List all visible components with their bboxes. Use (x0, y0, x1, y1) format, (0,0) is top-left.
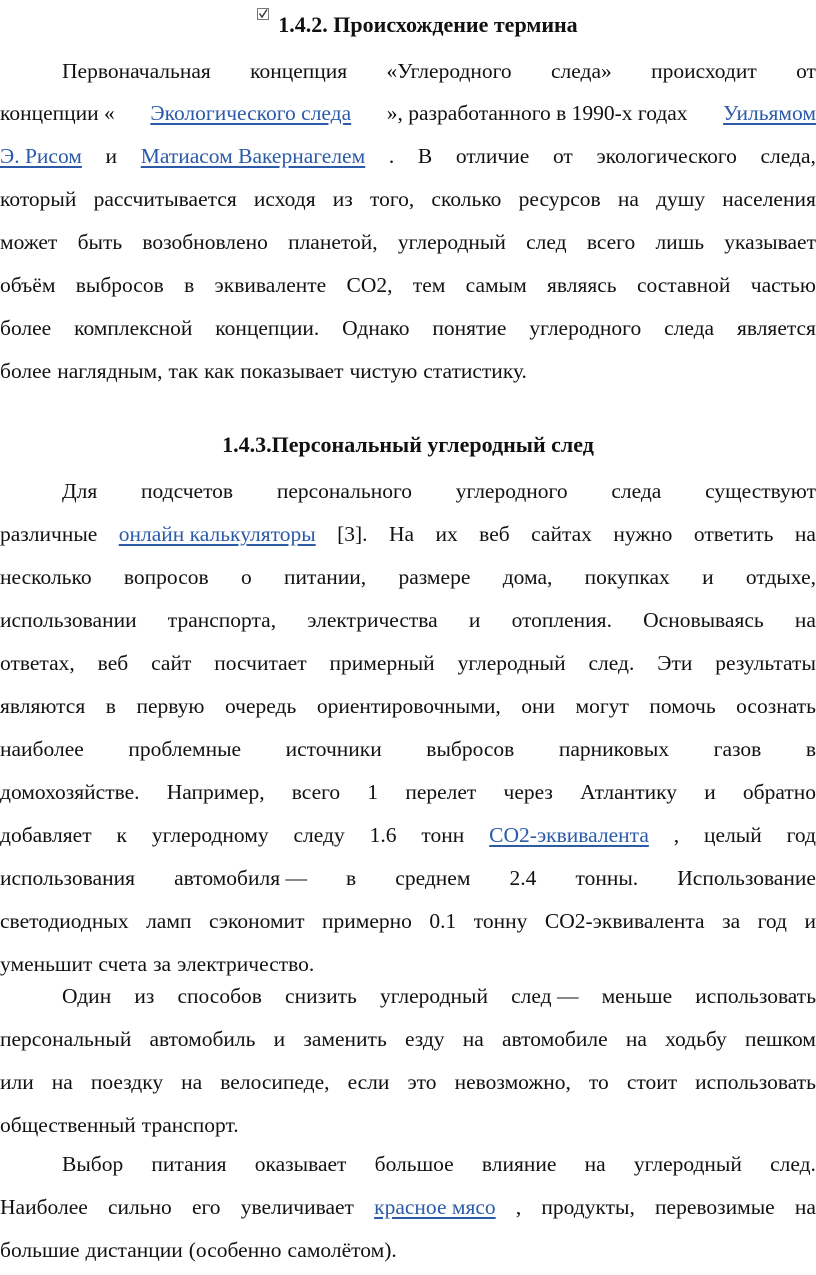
text-word: счета (98, 952, 148, 976)
text-word: Первоначальная (62, 59, 211, 83)
text-word: помочь (649, 694, 716, 718)
text-line (0, 1108, 816, 1142)
text-word: чистую (349, 359, 418, 383)
text-word: следу (293, 823, 345, 847)
text-word: большие (0, 1238, 80, 1262)
text-word: от (552, 144, 573, 168)
text-word: понятие (432, 316, 507, 340)
text-word: на (794, 608, 816, 632)
text-line (0, 603, 816, 637)
text-word: душу (656, 187, 706, 211)
text-word: Атлантику (580, 780, 677, 804)
text-word: в (184, 273, 195, 297)
text-word: транспорта, (167, 608, 277, 632)
text-word: они (521, 694, 555, 718)
text-word: CO2-эквивалента (544, 909, 705, 933)
text-word: отопления. (511, 608, 612, 632)
text-word: в (805, 737, 816, 761)
text-word: перелет (405, 780, 477, 804)
text-line (0, 474, 816, 508)
text-word: сайтах (531, 522, 592, 546)
text-word: быть (77, 230, 123, 254)
text-word: может (0, 230, 58, 254)
text-word: На (388, 522, 415, 546)
text-word: автомобиля — (174, 866, 307, 890)
text-word: осознать (736, 694, 816, 718)
text-word: ответить (693, 522, 774, 546)
text-word: частью (750, 273, 816, 297)
text-word: велосипеде, (220, 1070, 330, 1094)
text-word: сайт (151, 651, 192, 675)
text-word: за (722, 909, 741, 933)
text-word: Например, (166, 780, 265, 804)
text-word: Один (62, 984, 112, 1008)
text-word: . (388, 144, 395, 168)
text-line (0, 560, 816, 594)
text-word: к (116, 823, 127, 847)
text-word: самым (465, 273, 527, 297)
text-word: комплексной (74, 316, 193, 340)
text-word: первую (136, 694, 205, 718)
text-word: на (625, 1027, 647, 1051)
text-word: углеродный (397, 230, 506, 254)
text-word: Выбор (62, 1152, 124, 1176)
text-word: тонн (421, 823, 465, 847)
text-word: веб (479, 522, 510, 546)
text-word: невозможно, (454, 1070, 571, 1094)
text-word: уменьшит (0, 952, 93, 976)
text-word: использования (0, 866, 135, 890)
text-word: 2.4 (509, 866, 537, 890)
text-word: рассчитывается (93, 187, 237, 211)
text-word: использовать (695, 1070, 816, 1094)
text-word: 1.6 (369, 823, 397, 847)
text-word: перевозимые (655, 1195, 775, 1219)
text-word: , (673, 823, 680, 847)
section-heading-origin: 1.4.2. Происхождение термина (278, 12, 578, 37)
text-word: посчитает (214, 651, 307, 675)
text-word: способов (177, 984, 262, 1008)
text-word: газов (713, 737, 762, 761)
text-word: лишь (655, 230, 705, 254)
text-word: могут (575, 694, 629, 718)
text-word: обратно (742, 780, 816, 804)
text-word: всего (291, 780, 341, 804)
text-word: автомобиле (502, 1027, 608, 1051)
text-word: год (786, 823, 816, 847)
text-word: углеродный (379, 984, 488, 1008)
text-word: и (804, 909, 816, 933)
text-word: персонального (276, 479, 412, 503)
text-line (0, 54, 816, 88)
text-line (0, 354, 816, 388)
text-line (0, 139, 816, 173)
text-word: 1 (367, 780, 379, 804)
text-word: питании, (284, 565, 367, 589)
text-word: являясь (547, 273, 617, 297)
text-word: и (273, 1027, 286, 1051)
text-word: 0.1 (429, 909, 457, 933)
text-line (0, 979, 816, 1013)
text-word: наиболее (0, 737, 84, 761)
text-word: примерно (321, 909, 412, 933)
text-word: как (204, 359, 235, 383)
text-word: концепция (250, 59, 348, 83)
text-word: , (515, 1195, 522, 1219)
text-word: в (346, 866, 357, 890)
text-word: на (51, 1070, 73, 1094)
hyperlink[interactable]: Э. Рисом (0, 144, 82, 168)
text-word: стоит (626, 1070, 678, 1094)
text-word: след. (770, 1152, 816, 1176)
text-word: на (584, 1152, 606, 1176)
text-word: в (105, 694, 116, 718)
text-word: персональный (0, 1027, 132, 1051)
text-word: CO2, (346, 273, 393, 297)
text-word: его (191, 1195, 221, 1219)
text-word: автомобиль (149, 1027, 256, 1051)
text-word: след — (511, 984, 579, 1008)
text-line (0, 1190, 816, 1224)
text-word: добавляет (0, 823, 92, 847)
text-word: несколько (0, 565, 92, 589)
text-word: тонны. (575, 866, 639, 890)
text-word: через (503, 780, 553, 804)
text-word: углеродный (457, 651, 566, 675)
text-word: концепции « (0, 101, 115, 125)
text-word: (особенно (188, 1238, 282, 1262)
text-word: объём (0, 273, 56, 297)
text-word: на (617, 187, 639, 211)
text-word: », разработанного в 1990-х годах (386, 101, 688, 125)
text-word: влияние (481, 1152, 557, 1176)
text-word: на (794, 522, 816, 546)
text-word: и (468, 608, 481, 632)
text-line (0, 1147, 816, 1181)
text-line (0, 182, 816, 216)
text-word: происходит (651, 59, 757, 83)
hyperlink[interactable]: Матиасом Вакернагелем (140, 144, 366, 168)
text-line (0, 311, 816, 345)
text-word: [3]. (337, 522, 368, 546)
text-word: использовании (0, 608, 137, 632)
text-word: и (105, 144, 118, 168)
text-word: дистанции (85, 1238, 183, 1262)
text-word: светодиодных (0, 909, 129, 933)
text-word: проблемные (128, 737, 242, 761)
text-word: тем (412, 273, 446, 297)
text-word: то (588, 1070, 609, 1094)
text-word: населения (722, 187, 816, 211)
text-line (0, 689, 816, 723)
text-word: след (526, 230, 567, 254)
text-word: более (0, 359, 52, 383)
hyperlink[interactable]: Уильямом (723, 101, 816, 125)
text-word: статистику. (423, 359, 527, 383)
text-line (0, 268, 816, 302)
text-word: вопросов (123, 565, 209, 589)
text-word: следа, (760, 144, 816, 168)
text-word: покупках (584, 565, 670, 589)
text-word: так (168, 359, 199, 383)
text-word: тонну (473, 909, 528, 933)
text-word: дома, (502, 565, 553, 589)
text-word: сколько (431, 187, 502, 211)
text-word: примерный (329, 651, 435, 675)
text-word: их (435, 522, 458, 546)
text-word: следа (611, 479, 662, 503)
text-word: домохозяйстве. (0, 780, 140, 804)
text-word: большое (374, 1152, 454, 1176)
text-word: составной (636, 273, 731, 297)
text-word: если (347, 1070, 390, 1094)
text-word: углеродного (455, 479, 568, 503)
text-word: использовать (695, 984, 816, 1008)
text-line (0, 517, 816, 551)
text-word: углеродного (529, 316, 642, 340)
text-line (0, 1233, 816, 1267)
hyperlink[interactable]: онлайн калькуляторы (118, 522, 316, 546)
text-word: езду (404, 1027, 445, 1051)
text-line (0, 818, 816, 852)
text-word: и (702, 565, 714, 589)
text-word: следа (664, 316, 715, 340)
text-word: увеличивает (240, 1195, 354, 1219)
text-word: ответах, (0, 651, 75, 675)
text-word: углеродный (633, 1152, 742, 1176)
text-word: из (332, 187, 353, 211)
hyperlink[interactable]: CO2-эквивалента (489, 823, 649, 847)
text-word: являются (0, 694, 86, 718)
text-word: отличие (455, 144, 530, 168)
text-word: ориентировочными, (316, 694, 501, 718)
text-word: пешком (745, 1027, 816, 1051)
text-word: указывает (724, 230, 816, 254)
text-word: электричества (307, 608, 438, 632)
text-line (0, 775, 816, 809)
text-word: очередь (224, 694, 297, 718)
text-word: возобновлено (142, 230, 268, 254)
text-word: различные (0, 522, 98, 546)
text-word: сильно (107, 1195, 172, 1219)
text-line (0, 646, 816, 680)
text-word: того, (369, 187, 415, 211)
text-word: источники (285, 737, 382, 761)
text-word: снизить (285, 984, 357, 1008)
text-line (0, 1065, 816, 1099)
text-word: экологического (596, 144, 737, 168)
text-word: подсчетов (141, 479, 234, 503)
text-word: самолётом). (287, 1238, 397, 1262)
text-word: поездку (90, 1070, 164, 1094)
text-word: следа» (551, 59, 612, 83)
text-word: Эти (657, 651, 693, 675)
text-word: питания (151, 1152, 227, 1176)
text-word: Однако (342, 316, 410, 340)
hyperlink[interactable]: красное мясо (374, 1195, 496, 1219)
text-word: исходя (253, 187, 316, 211)
text-word: выбросов (426, 737, 515, 761)
text-word: сэкономит (208, 909, 305, 933)
text-word: показывает (240, 359, 344, 383)
text-word: планетой, (288, 230, 378, 254)
text-word: В (417, 144, 433, 168)
text-word: более (0, 316, 52, 340)
text-word: или (0, 1070, 34, 1094)
text-word: нужно (613, 522, 673, 546)
text-word: который (0, 187, 77, 211)
text-word: Наиболее (0, 1195, 88, 1219)
text-word: является (736, 316, 816, 340)
text-word: наглядным, (57, 359, 163, 383)
text-word: выбросов (75, 273, 164, 297)
text-line (0, 732, 816, 766)
text-word: существуют (705, 479, 816, 503)
text-line (0, 947, 816, 981)
text-word: Для (62, 479, 98, 503)
text-word: продукты, (541, 1195, 635, 1219)
text-line (0, 1022, 816, 1056)
text-word: результаты (715, 651, 816, 675)
text-line (0, 904, 816, 938)
text-word: углеродному (151, 823, 269, 847)
text-word: ресурсов (518, 187, 601, 211)
text-word: веб (97, 651, 129, 675)
text-word: парниковых (558, 737, 670, 761)
text-word: ламп (146, 909, 192, 933)
text-word: из (134, 984, 155, 1008)
text-word: это (407, 1070, 437, 1094)
text-word: среднем (395, 866, 471, 890)
text-word: год (757, 909, 787, 933)
text-word: всего (586, 230, 636, 254)
text-word: оказывает (254, 1152, 347, 1176)
text-word: ходьбу (665, 1027, 727, 1051)
text-word: транспорт. (141, 1113, 239, 1137)
text-line (0, 225, 816, 259)
text-word: целый (704, 823, 762, 847)
text-line (0, 96, 816, 130)
text-word: Основываясь (643, 608, 764, 632)
text-word: Использование (677, 866, 816, 890)
text-word: на (462, 1027, 484, 1051)
text-word: заменить (303, 1027, 387, 1051)
text-word: от (796, 59, 816, 83)
section-heading-personal-footprint: 1.4.3.Персональный углеродный след (222, 432, 594, 457)
text-word: и (704, 780, 716, 804)
text-word: общественный (0, 1113, 136, 1137)
text-line (0, 861, 816, 895)
text-word: эквиваленте (214, 273, 327, 297)
text-word: отдыхе, (745, 565, 816, 589)
text-word: за (153, 952, 172, 976)
text-word: «Углеродного (386, 59, 512, 83)
text-word: электричество. (177, 952, 315, 976)
text-word: концепции. (215, 316, 320, 340)
hyperlink[interactable]: Экологического следа (150, 101, 352, 125)
text-word: на (794, 1195, 816, 1219)
text-word: меньше (601, 984, 673, 1008)
text-word: о (240, 565, 252, 589)
text-word: след. (588, 651, 635, 675)
text-word: размере (398, 565, 471, 589)
text-word: на (181, 1070, 203, 1094)
